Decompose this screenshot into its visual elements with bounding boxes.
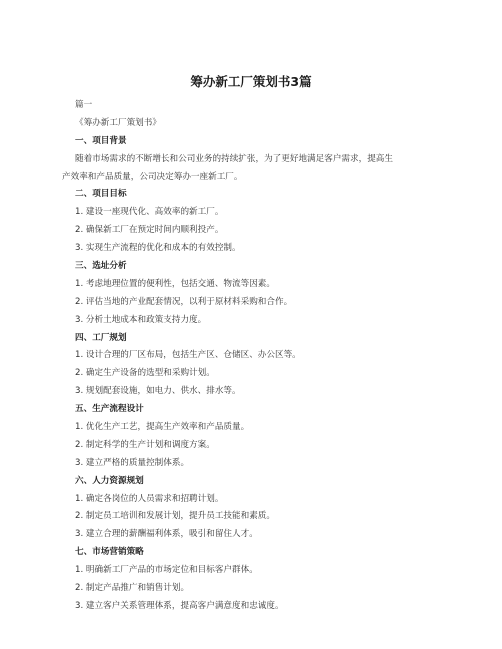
section-heading: 三、选址分析 [75,261,127,272]
document-title: 筹办新工厂策划书3篇 [190,74,312,89]
list-item: 2. 制定产品推广和销售计划。 [75,583,190,594]
list-item: 3. 分析土地成本和政策支持力度。 [75,314,207,325]
list-item: 1. 确定各岗位的人员需求和招聘计划。 [75,493,224,504]
list-item: 2. 制定科学的生产计划和调度方案。 [75,439,215,450]
list-item: 3. 建立严格的质量控制体系。 [75,457,190,468]
paragraph-line: 产效率和产品质量，公司决定筹办一座新工厂。 [62,171,243,182]
list-item: 2. 确保新工厂在预定时间内顺利投产。 [75,225,224,236]
list-item: 3. 规划配套设施，如电力、供水、排水等。 [75,386,241,397]
list-item: 3. 实现生产流程的优化和成本的有效控制。 [75,243,241,254]
list-item: 3. 建立客户关系管理体系，提高客户满意度和忠诚度。 [75,600,284,611]
list-item: 2. 评估当地的产业配套情况，以利于原材料采购和合作。 [75,296,293,307]
section-label: 篇一 [75,100,93,110]
section-heading: 五、生产流程设计 [75,404,144,415]
section-heading: 一、项目背景 [75,135,127,146]
list-item: 1. 考虑地理位置的便利性，包括交通、物流等因素。 [75,278,275,289]
list-item: 1. 设计合理的厂区布局，包括生产区、仓储区、办公区等。 [75,350,301,361]
list-item: 3. 建立合理的薪酬福利体系，吸引和留住人才。 [75,529,258,540]
list-item: 2. 确定生产设备的选型和采购计划。 [75,368,215,379]
section-heading: 七、市场营销策略 [75,547,144,558]
paragraph-line: 随着市场需求的不断增长和公司业务的持续扩张，为了更好地满足客户需求，提高生 [75,153,393,164]
list-item: 2. 制定员工培训和发展计划，提升员工技能和素质。 [75,511,275,522]
section-heading: 六、人力资源规划 [75,475,144,486]
list-item: 1. 优化生产工艺，提高生产效率和产品质量。 [75,422,250,433]
section-heading: 二、项目目标 [75,189,127,200]
section-heading: 四、工厂规划 [75,332,127,343]
list-item: 1. 建设一座现代化、高效率的新工厂。 [75,207,224,218]
document-body [62,97,450,616]
list-item: 1. 明确新工厂产品的市场定位和目标客户群体。 [75,565,258,576]
book-title: 《筹办新工厂策划书》 [75,117,161,128]
